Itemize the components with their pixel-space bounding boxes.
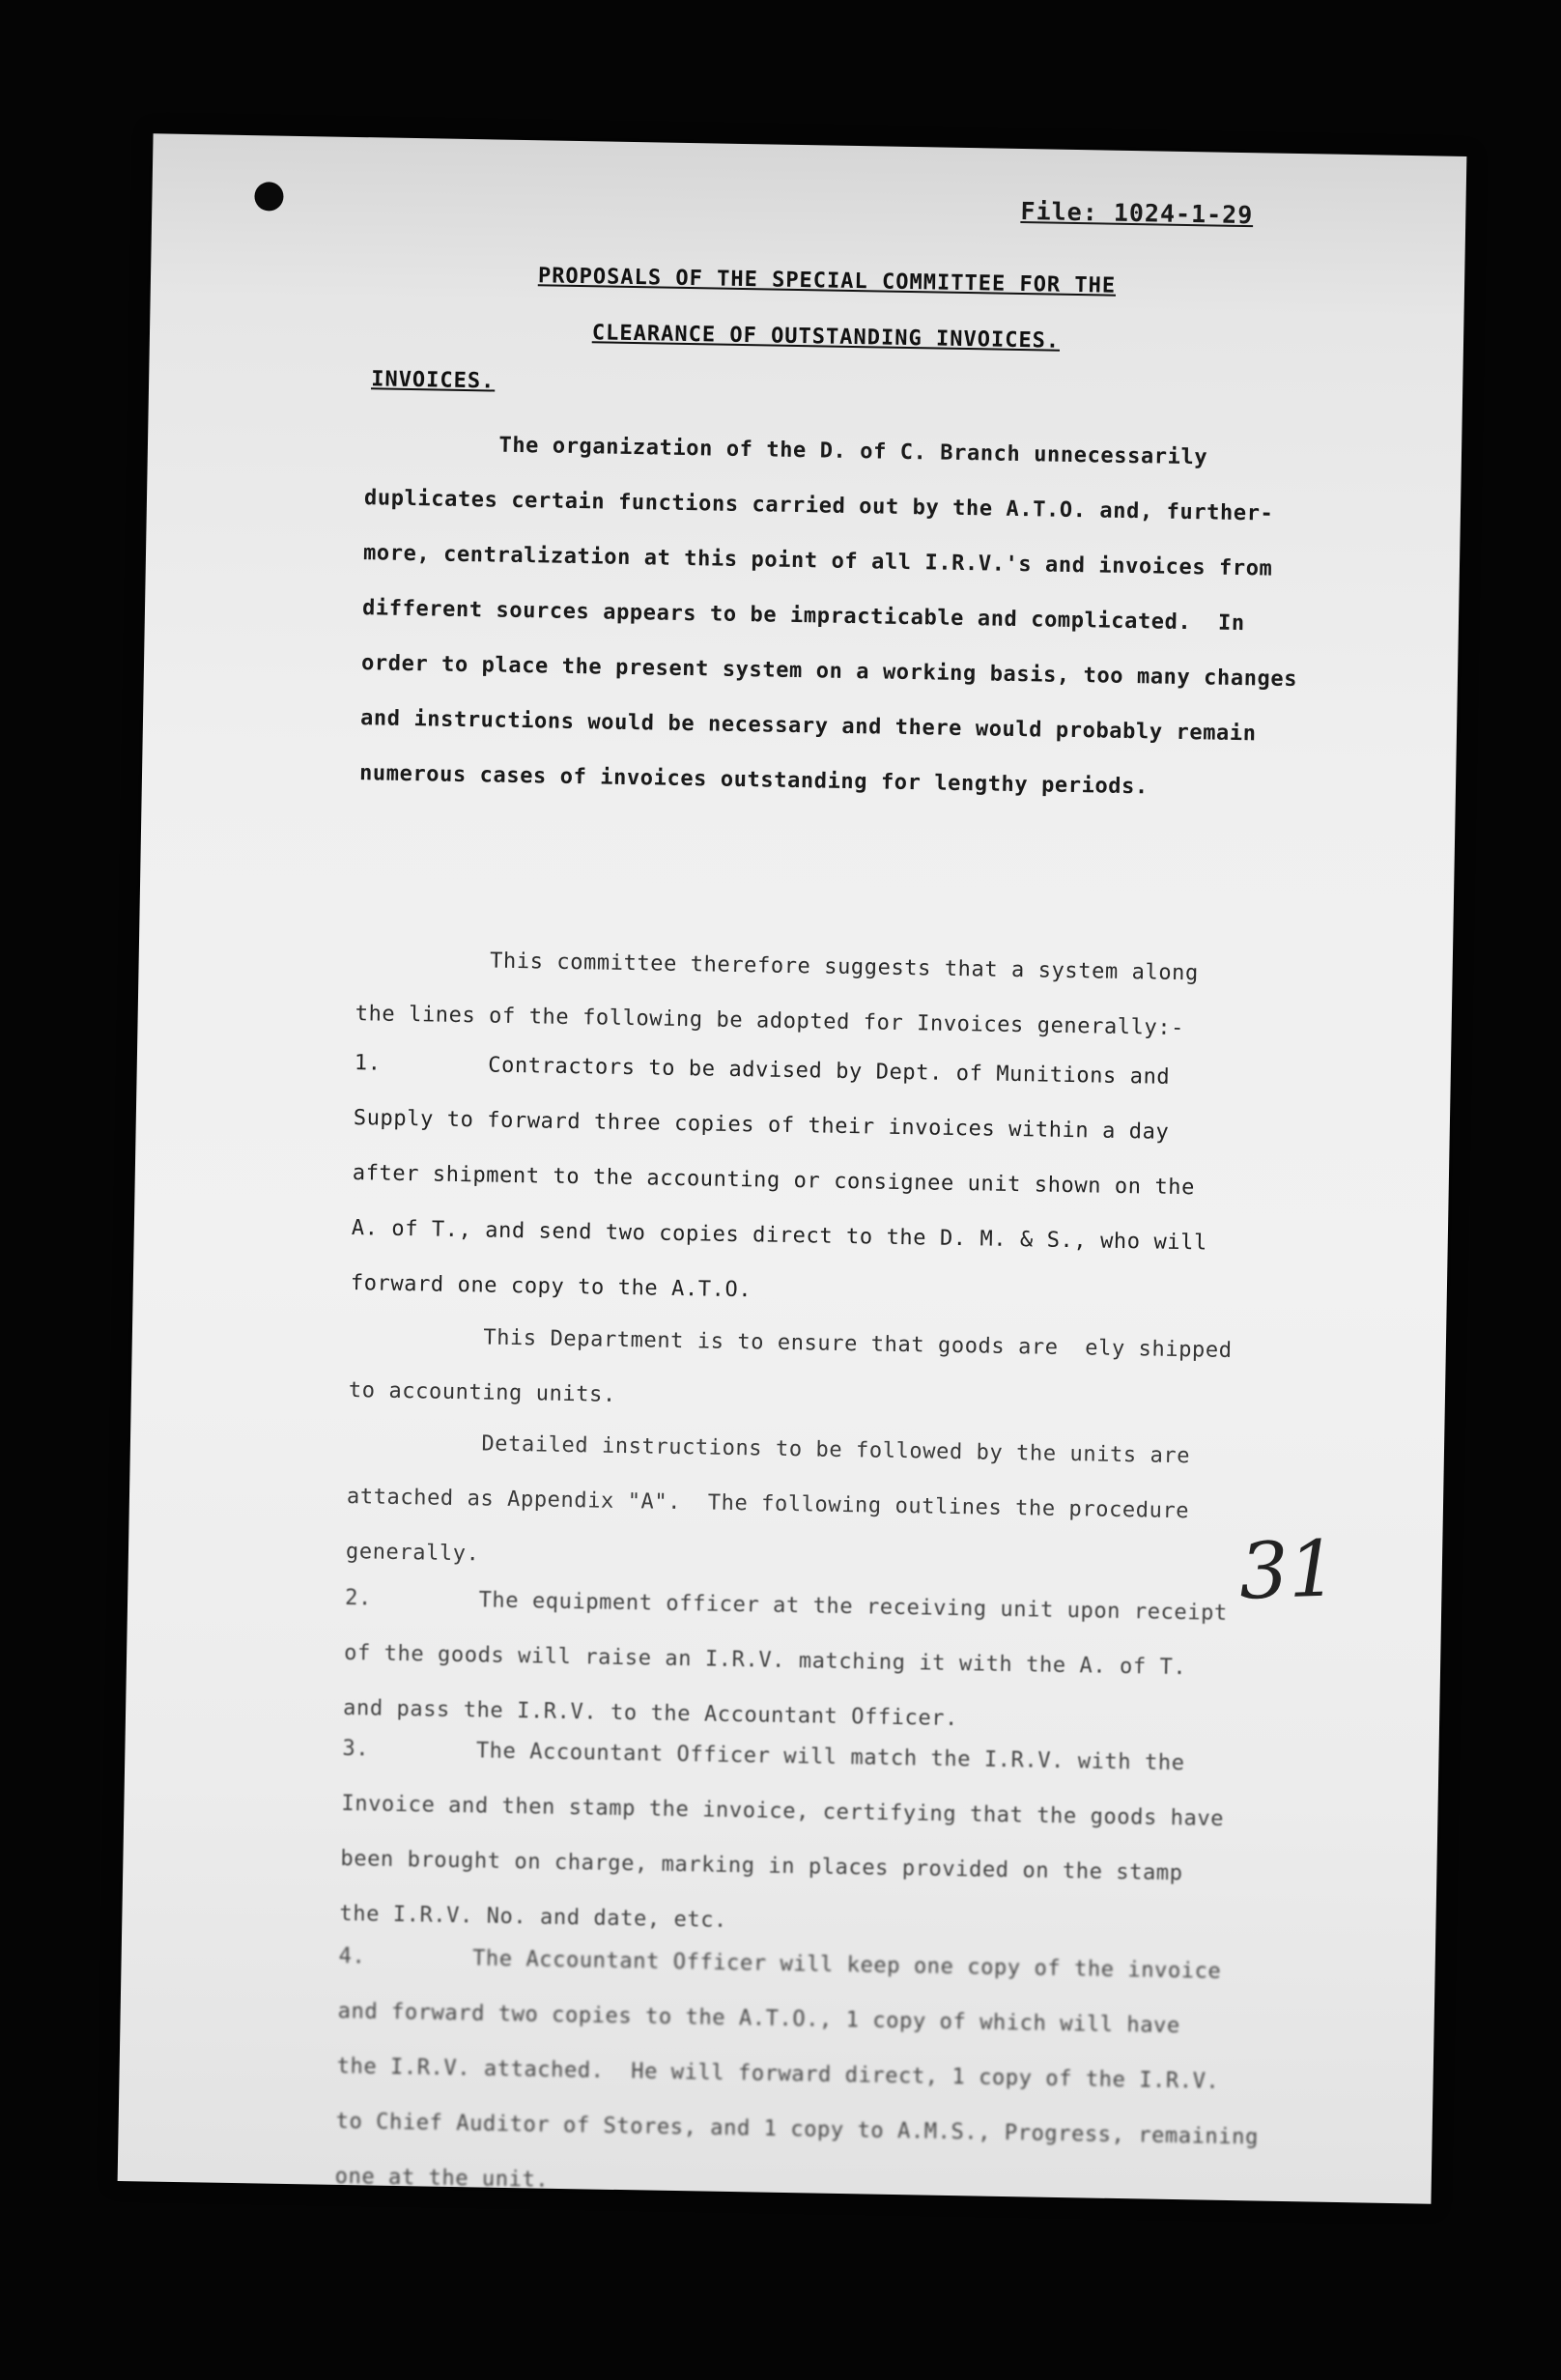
- document-title-line-2: CLEARANCE OF OUTSTANDING INVOICES.: [591, 321, 1061, 354]
- document-page: [118, 133, 1467, 2203]
- document-title-line-1: PROPOSALS OF THE SPECIAL COMMITTEE FOR THE: [537, 264, 1117, 298]
- numbered-item-2: 2. The equipment officer at the receiving unit upon receipt of the goods will raise an I.R.V. matching it with the A. of T. and pass the I.R.V. to the Accountant Officer.: [342, 1585, 1229, 1732]
- numbered-item-4: 4. The Accountant Officer will keep one copy of the invoice and forward two copies to the A.T.O., 1 copy of which will have the I.R.V. attached. He will forward direct, 1 copy of the I.R.V. to Chief Auditor of Stores, and 1 copy to A.M.S., Progress, remaining one at the unit.: [334, 1943, 1260, 2193]
- handwritten-page-number: 31: [1237, 1523, 1340, 1617]
- numbered-item-1: 1. Contractors to be advised by Dept. of Munitions and Supply to forward three copies of their invoices within a day after shipment to the accounting or consignee unit shown on the A. of T., and send two copies direct to the D. M. & S., who will forward one copy to the A.T.O.: [350, 1051, 1208, 1303]
- section-heading: INVOICES.: [370, 367, 496, 394]
- paragraph-organization: The organization of the D. of C. Branch unnecessarily duplicates certain functions carried out by the A.T.O. and, further- more, centralization at this point of all I.R.V.'s and invoices from different sources appears to be impracticable and complicated. In order to place the present system on a working basis, too many changes and instructions would be necessary and there would probably remain numerous cases of invoices outstanding for lengthy periods.: [358, 431, 1298, 800]
- file-reference: File: 1024-1-29: [1020, 196, 1254, 230]
- punch-hole: [254, 182, 284, 212]
- paragraph-detailed-instructions: Detailed instructions to be followed by the units are attached as Appendix "A". The following outlines the procedure generally.: [345, 1430, 1191, 1567]
- paragraph-department-ensure: This Department is to ensure that goods are ely shipped to accounting units.: [348, 1323, 1233, 1407]
- paragraph-committee-suggests: This committee therefore suggests that a system along the lines of the following be adopted for Invoices generally:-: [355, 947, 1200, 1041]
- numbered-item-3: 3. The Accountant Officer will match the I.R.V. with the Invoice and then stamp the invoice, certifying that the goods have been brought on charge, marking in places provided on the stamp the I.R.V. No. and date, etc.: [339, 1736, 1225, 1933]
